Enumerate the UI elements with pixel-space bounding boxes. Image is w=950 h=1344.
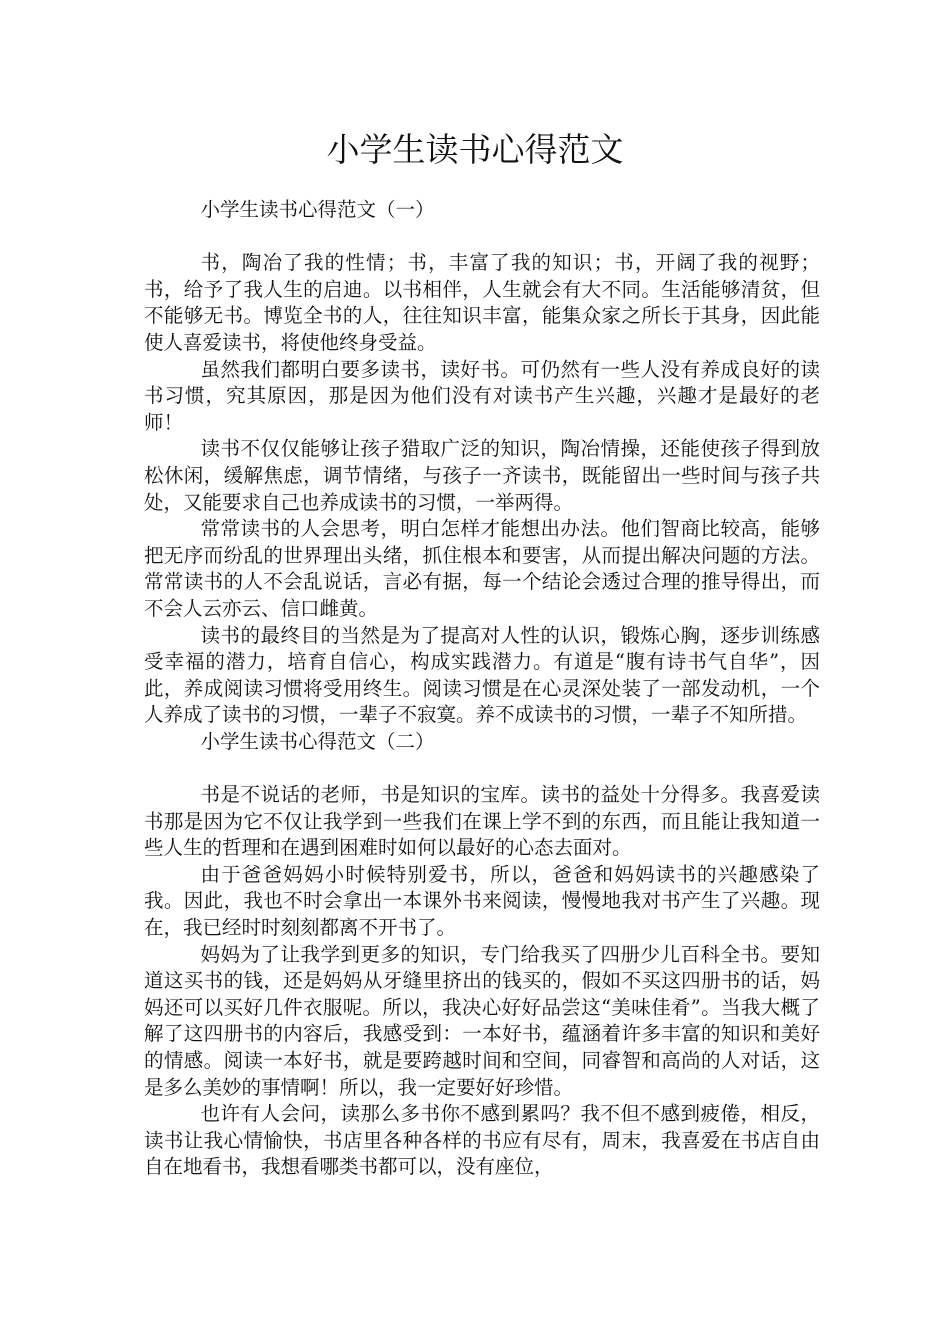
- paragraph: 书是不说话的老师，书是知识的宝库。读书的益处十分得多。我喜爱读书那是因为它不仅让我学到一些我们在课上学不到的东西，而且能让我知道一些人生的哲理和在遇到困难时如何以最好的心态去面对。: [144, 783, 820, 860]
- paragraph: 虽然我们都明白要多读书，读好书。可仍然有一些人没有养成良好的读书习惯，究其原因，那是因为他们没有对读书产生兴趣，兴趣才是最好的老师！: [144, 357, 820, 434]
- paragraph: 也许有人会问，读那么多书你不感到累吗？我不但不感到疲倦，相反，读书让我心情愉快，书店里各种各样的书应有尽有，周末，我喜爱在书店自由自在地看书，我想看哪类书都可以，没有座位，: [144, 1102, 820, 1179]
- paragraph: 读书不仅仅能够让孩子猎取广泛的知识，陶冶情操，还能使孩子得到放松休闲，缓解焦虑，调节情绪，与孩子一齐读书，既能留出一些时间与孩子共处，又能要求自己也养成读书的习惯，一举两得。: [144, 437, 820, 514]
- section-heading-1: 小学生读书心得范文（一）: [200, 198, 435, 221]
- paragraph: 书，陶冶了我的性情；书，丰富了我的知识；书，开阔了我的视野；书，给予了我人生的启迪。以书相伴，人生就会有大不同。生活能够清贫，但不能够无书。博览全书的人，往往知识丰富，能集众家之所长于其身，因此能使人喜爱读书，将使他终身受益。: [144, 251, 820, 354]
- section-heading-2: 小学生读书心得范文（二）: [200, 729, 435, 753]
- paragraph: 读书的最终目的当然是为了提高对人性的认识，锻炼心胸，逐步训练感受幸福的潜力，培育自信心，构成实践潜力。有道是“腹有诗书气自华”，因此，养成阅读习惯将受用终生。阅读习惯是在心灵深处装了一部发动机，一个人养成了读书的习惯，一辈子不寂寞。养不成读书的习惯，一辈子不知所措。: [144, 623, 820, 727]
- paragraph: 由于爸爸妈妈小时候特别爱书，所以，爸爸和妈妈读书的兴趣感染了我。因此，我也不时会拿出一本课外书来阅读，慢慢地我对书产生了兴趣。现在，我已经时时刻刻都离不开书了。: [144, 862, 820, 940]
- paragraph: 妈妈为了让我学到更多的知识，专门给我买了四册少儿百科全书。要知道这买书的钱，还是妈妈从牙缝里挤出的钱买的，假如不买这四册书的话，妈妈还可以买好几件衣服呢。所以，我决心好好品尝这“美味佳肴”。当我大概了解了这四册书的内容后，我感受到：一本好书，蕴涵着许多丰富的知识和美好的情感。阅读一本好书，就是要跨越时间和空间，同睿智和高尚的人对话，这是多么美妙的事情啊！所以，我一定要好好珍惜。: [144, 942, 820, 1099]
- blank-line: [144, 224, 820, 251]
- page-title: 小学生读书心得范文: [326, 130, 624, 169]
- blank-line: [144, 755, 820, 782]
- document-body: [144, 197, 820, 1181]
- paragraph: 常常读书的人会思考，明白怎样才能想出办法。他们智商比较高，能够把无序而纷乱的世界理出头绪，抓住根本和要害，从而提出解决问题的方法。常常读书的人不会乱说话，言必有据，每一个结论会透过合理的推导得出，而不会人云亦云、信口雌黄。: [144, 517, 820, 620]
